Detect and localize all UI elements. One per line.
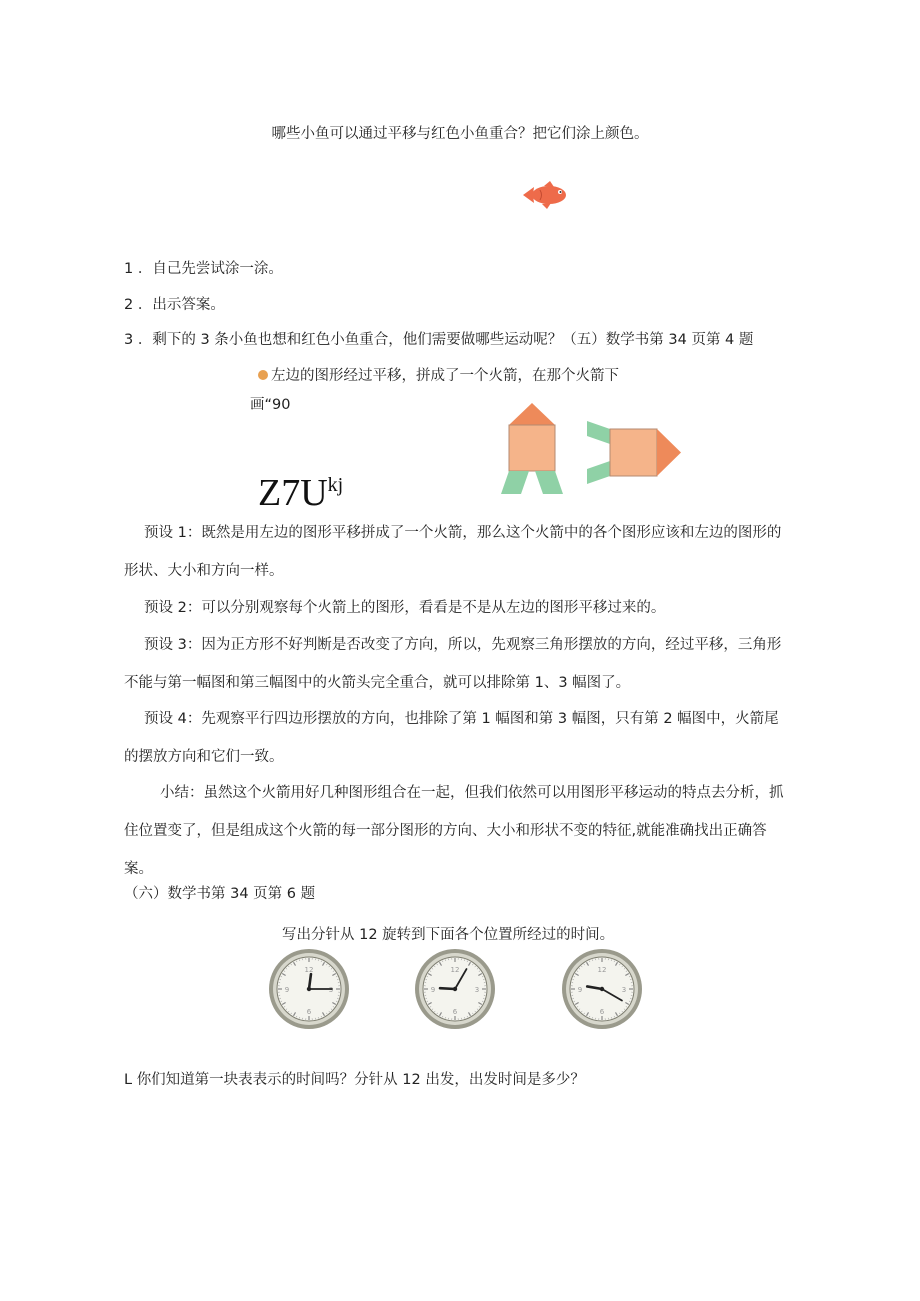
hour-hand	[440, 988, 455, 989]
clock-number: 12	[304, 966, 314, 974]
summary: 小结：虽然这个火箭用好几种图形组合在一起，但我们依然可以用图形平移运动的特点去分析，抓住位置变了，但是组成这个火箭的每一部分图形的方向、大小和形状不变的特征,就能准确找出正确答案。	[124, 785, 784, 877]
clock-number: 3	[621, 986, 627, 994]
horizontal-rocket-image	[584, 418, 684, 488]
preset-3: 预设 3：因为正方形不好判断是否改变了方向，所以，先观察三角形摆放的方向，经过平移，三角形不能与第一幅图和第三幅图中的火箭头完全重合，就可以排除第 1、3 幅图了。	[124, 637, 782, 691]
fish-question: 哪些小鱼可以通过平移与红色小鱼重合？把它们涂上颜色。	[271, 126, 649, 142]
textbook-problem-4-line2: 画“90	[250, 397, 291, 413]
preset-1: 预设 1：既然是用左边的图形平移拼成了一个火箭，那么这个火箭中的各个图形应该和左边的图形的形状、大小和方向一样。	[124, 525, 782, 579]
clock-2	[414, 948, 496, 1030]
clock-1	[268, 948, 350, 1030]
clock-number: 6	[599, 1008, 605, 1016]
preset-4: 预设 4：先观察平行四边形摆放的方向，也排除了第 1 幅图和第 3 幅图，只有第 2 幅图中，火箭尾的摆放方向和它们一致。	[124, 711, 779, 765]
step-2: 2 ．出示答案。	[124, 297, 225, 313]
problem-number-icon	[258, 370, 268, 380]
section-6-heading: （六）数学书第 34 页第 6 题	[124, 886, 316, 902]
clock-number: 3	[474, 986, 480, 994]
step-3: 3 ．剩下的 3 条小鱼也想和红色小鱼重合，他们需要做哪些运动呢？（五）数学书第 34 页第 4 题	[124, 332, 754, 348]
garbled-text: $Z7U^{kj}$	[258, 472, 344, 514]
clock-3	[561, 948, 643, 1030]
upright-rocket-image	[496, 400, 568, 496]
red-fish-image	[520, 180, 570, 210]
clock-number: 9	[430, 986, 436, 994]
clock-number: 3	[328, 986, 334, 994]
step-1: 1 ．自己先尝试涂一涂。	[124, 261, 283, 277]
final-question: L 你们知道第一块表表示的时间吗？分针从 12 出发，出发时间是多少？	[124, 1072, 585, 1088]
clock-number: 9	[577, 986, 583, 994]
clock-center	[600, 987, 604, 991]
clock-number: 6	[452, 1008, 458, 1016]
preset-2: 预设 2：可以分别观察每个火箭上的图形，看看是不是从左边的图形平移过来的。	[144, 600, 666, 616]
clock-center	[307, 987, 311, 991]
clock-number: 12	[450, 966, 460, 974]
textbook-problem-4-line1: 左边的图形经过平移，拼成了一个火箭，在那个火箭下	[258, 366, 619, 386]
clock-number: 6	[306, 1008, 312, 1016]
clock-center	[453, 987, 457, 991]
clock-number: 9	[284, 986, 290, 994]
clock-instruction: 写出分针从 12 旋转到下面各个位置所经过的时间。	[282, 927, 615, 943]
clock-number: 12	[597, 966, 607, 974]
